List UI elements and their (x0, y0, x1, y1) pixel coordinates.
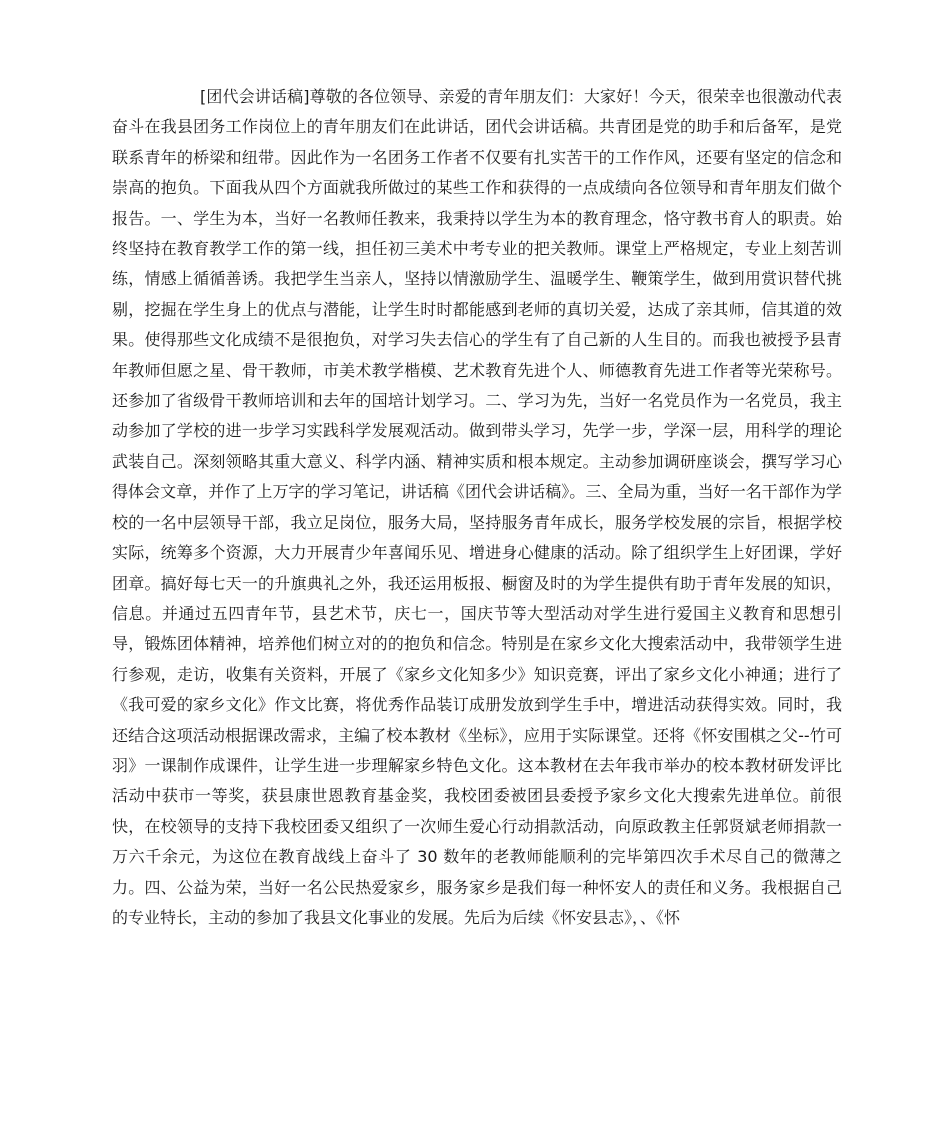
body-paragraph: [团代会讲话稿]尊敬的各位领导、亲爱的青年朋友们：大家好！今天，很荣幸也很激动代表奋斗在我县团务工作岗位上的青年朋友们在此讲话，团代会讲话稿。共青团是党的助手和后备军，是党联系青年的桥梁和纽带。因此作为一名团务工作者不仅要有扎实苦干的工作作风，还要有坚定的信念和崇高的抱负。下面我从四个方面就我所做过的某些工作和获得的一点成绩向各位领导和青年朋友们做个报告。一、学生为本，当好一名教师任教来，我秉持以学生为本的教育理念，恪守教书育人的职责。始终坚持在教育教学工作的第一线，担任初三美术中考专业的把关教师。课堂上严格规定，专业上刻苦训练，情感上循循善诱。我把学生当亲人，坚持以情激励学生、温暖学生、鞭策学生，做到用赏识替代挑剔，挖掘在学生身上的优点与潜能，让学生时时都能感到老师的真切关爱，达成了亲其师，信其道的效果。使得那些文化成绩不是很抱负，对学习失去信心的学生有了自己新的人生目的。而我也被授予县青年教师但愿之星、骨干教师，市美术教学楷模、艺术教育先进个人、师德教育先进工作者等光荣称号。还参加了省级骨干教师培训和去年的国培计划学习。二、学习为先，当好一名党员作为一名党员，我主动参加了学校的进一步学习实践科学发展观活动。做到带头学习，先学一步，学深一层，用科学的理论武装自己。深刻领略其重大意义、科学内涵、精神实质和根本规定。主动参加调研座谈会，撰写学习心得体会文章，并作了上万字的学习笔记，讲话稿《团代会讲话稿》。三、全局为重，当好一名干部作为学校的一名中层领导干部，我立足岗位，服务大局，坚持服务青年成长，服务学校发展的宗旨，根据学校实际，统筹多个资源，大力开展青少年喜闻乐见、增进身心健康的活动。除了组织学生上好团课，学好团章。搞好每七天一的升旗典礼之外，我还运用板报、橱窗及时的为学生提供有助于青年发展的知识，信息。并通过五四青年节，县艺术节，庆七一，国庆节等大型活动对学生进行爱国主义教育和思想引导，锻炼团体精神，培养他们树立对的的抱负和信念。特别是在家乡文化大搜索活动中，我带领学生进行参观，走访，收集有关资料，开展了《家乡文化知多少》知识竞赛，评出了家乡文化小神通；进行了《我可爱的家乡文化》作文比赛，将优秀作品装订成册发放到学生手中，增进活动获得实效。同时，我还结合这项活动根据课改需求，主编了校本教材《坐标》，应用于实际课堂。还将《怀安围棋之父--竹可羽》一课制作成课件，让学生进一步理解家乡特色文化。这本教材在去年我市举办的校本教材研发评比活动中获市一等奖，获县康世恩教育基金奖，我校团委被团县委授予家乡文化大搜索先进单位。前很快，在校领导的支持下我校团委又组织了一次师生爱心行动捐款活动，向原政教主任郭贤斌老师捐款一万六千余元，为这位在教育战线上奋斗了 30 数年的老教师能顺利的完毕第四次手术尽自己的微薄之力。四、公益为荣，当好一名公民热爱家乡，服务家乡是我们每一种怀安人的责任和义务。我根据自己的专业特长，主动的参加了我县文化事业的发展。先后为后续《怀安县志》，、《怀 (112, 87, 842, 927)
